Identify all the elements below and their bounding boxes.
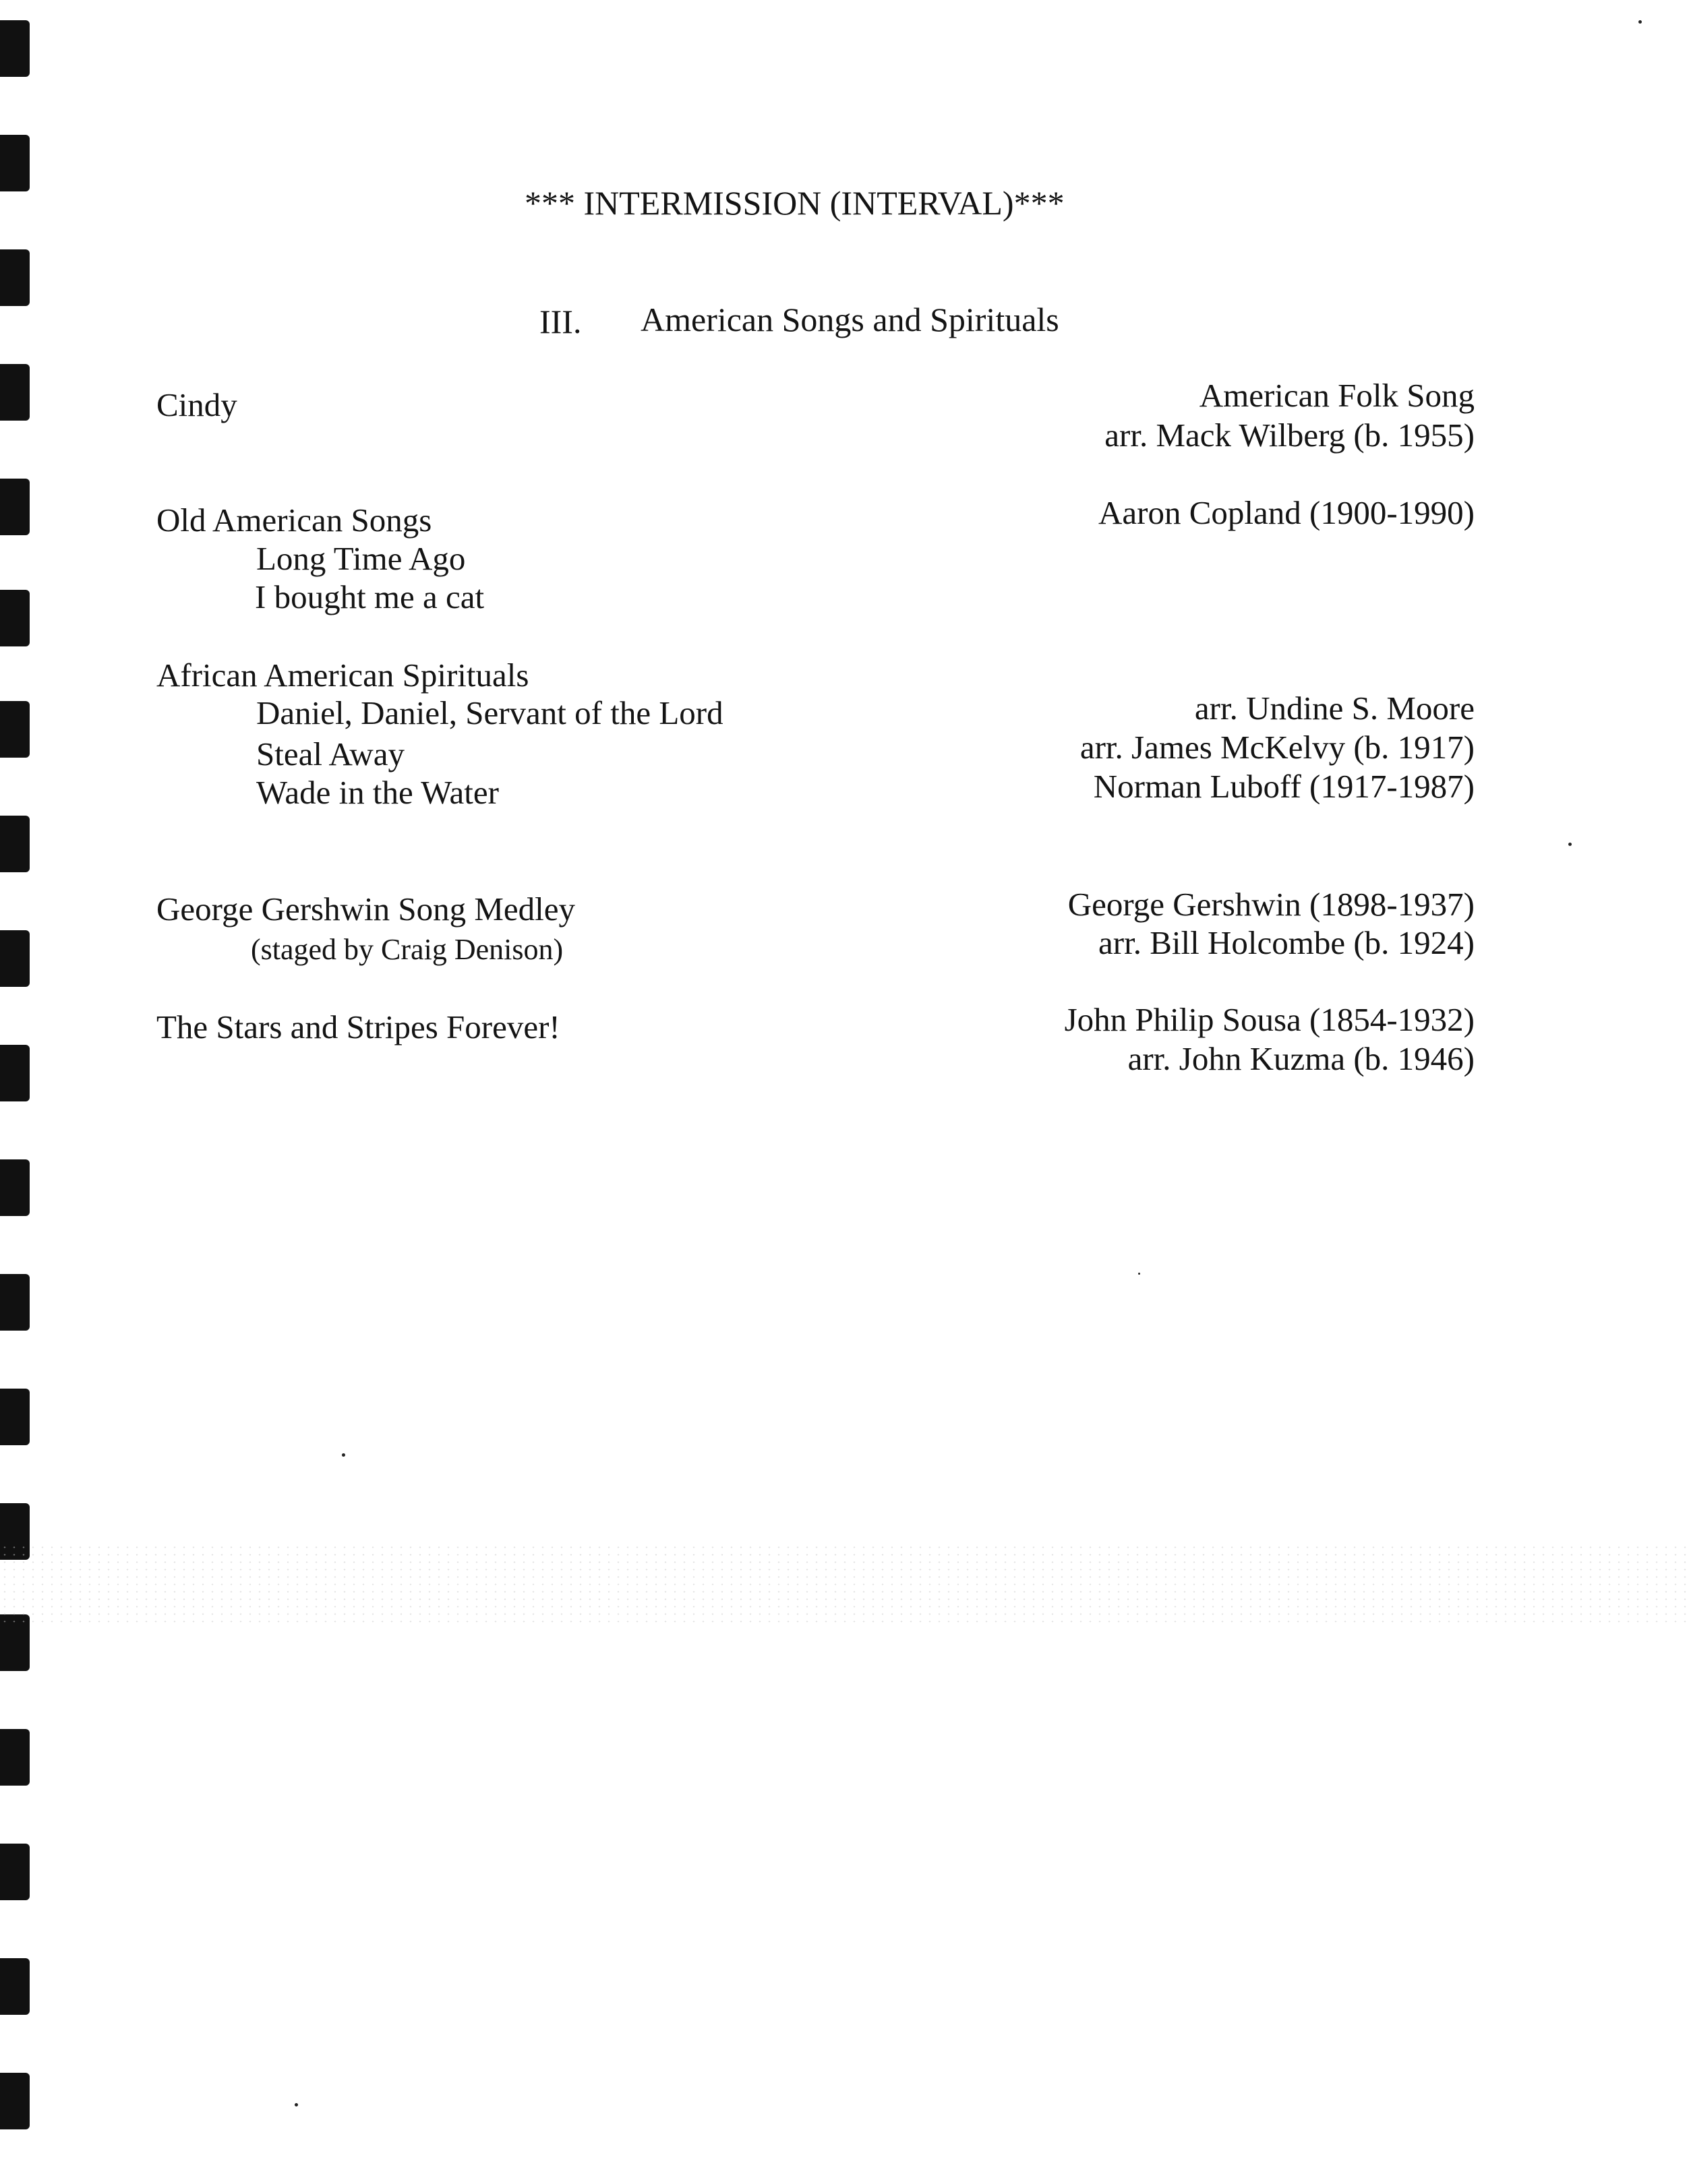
binding-hole	[0, 816, 30, 872]
spiritual-wade-in-the-water: Wade in the Water	[256, 774, 499, 811]
spiral-binding	[0, 0, 40, 2184]
arranger-luboff: Norman Luboff (1917-1987)	[1093, 768, 1475, 805]
binding-hole	[0, 479, 30, 535]
piece-title-spirituals: African American Spirituals	[156, 657, 529, 694]
piece-title-stars-and-stripes: The Stars and Stripes Forever!	[156, 1008, 560, 1045]
movement-long-time-ago: Long Time Ago	[256, 540, 466, 577]
binding-hole	[0, 701, 30, 758]
movement-i-bought-me-a-cat: I bought me a cat	[255, 578, 485, 615]
binding-hole	[0, 1389, 30, 1445]
binding-hole	[0, 364, 30, 421]
binding-hole	[0, 930, 30, 987]
composer-gershwin: George Gershwin (1898-1937)	[1067, 886, 1475, 923]
binding-hole	[0, 249, 30, 306]
scan-speck	[1138, 1273, 1140, 1275]
spiritual-steal-away: Steal Away	[256, 735, 405, 772]
piece-title-gershwin-medley: George Gershwin Song Medley	[156, 890, 576, 928]
arranger-mckelvy: arr. James McKelvy (b. 1917)	[1079, 729, 1475, 766]
composer-sousa: John Philip Sousa (1854-1932)	[1064, 1001, 1475, 1038]
composer-cindy: American Folk Song	[1199, 377, 1475, 414]
section-title: American Songs and Spirituals	[641, 301, 1059, 338]
spiritual-daniel: Daniel, Daniel, Servant of the Lord	[256, 694, 723, 731]
binding-hole	[0, 20, 30, 77]
piece-title-cindy: Cindy	[156, 386, 237, 423]
arranger-cindy: arr. Mack Wilberg (b. 1955)	[1104, 417, 1475, 454]
binding-hole	[0, 2073, 30, 2129]
section-numeral: III.	[539, 303, 582, 340]
binding-hole	[0, 1844, 30, 1900]
arranger-kuzma: arr. John Kuzma (b. 1946)	[1127, 1040, 1475, 1077]
binding-hole	[0, 1274, 30, 1331]
scan-speck	[295, 2103, 298, 2106]
binding-hole	[0, 1045, 30, 1101]
scan-speck	[1638, 20, 1642, 24]
scan-speck	[342, 1453, 345, 1457]
binding-hole	[0, 1159, 30, 1216]
binding-hole	[0, 1958, 30, 2015]
binding-hole	[0, 135, 30, 191]
composer-copland: Aaron Copland (1900-1990)	[1098, 494, 1475, 531]
scan-speck	[1568, 843, 1572, 846]
arranger-holcombe: arr. Bill Holcombe (b. 1924)	[1098, 924, 1475, 961]
binding-hole	[0, 590, 30, 646]
piece-title-old-american-songs: Old American Songs	[156, 502, 432, 539]
scan-noise-band	[0, 1544, 1689, 1625]
binding-hole	[0, 1729, 30, 1786]
staging-note: (staged by Craig Denison)	[251, 933, 564, 966]
intermission-heading: *** INTERMISSION (INTERVAL)***	[525, 184, 1065, 222]
arranger-moore: arr. Undine S. Moore	[1194, 690, 1475, 727]
